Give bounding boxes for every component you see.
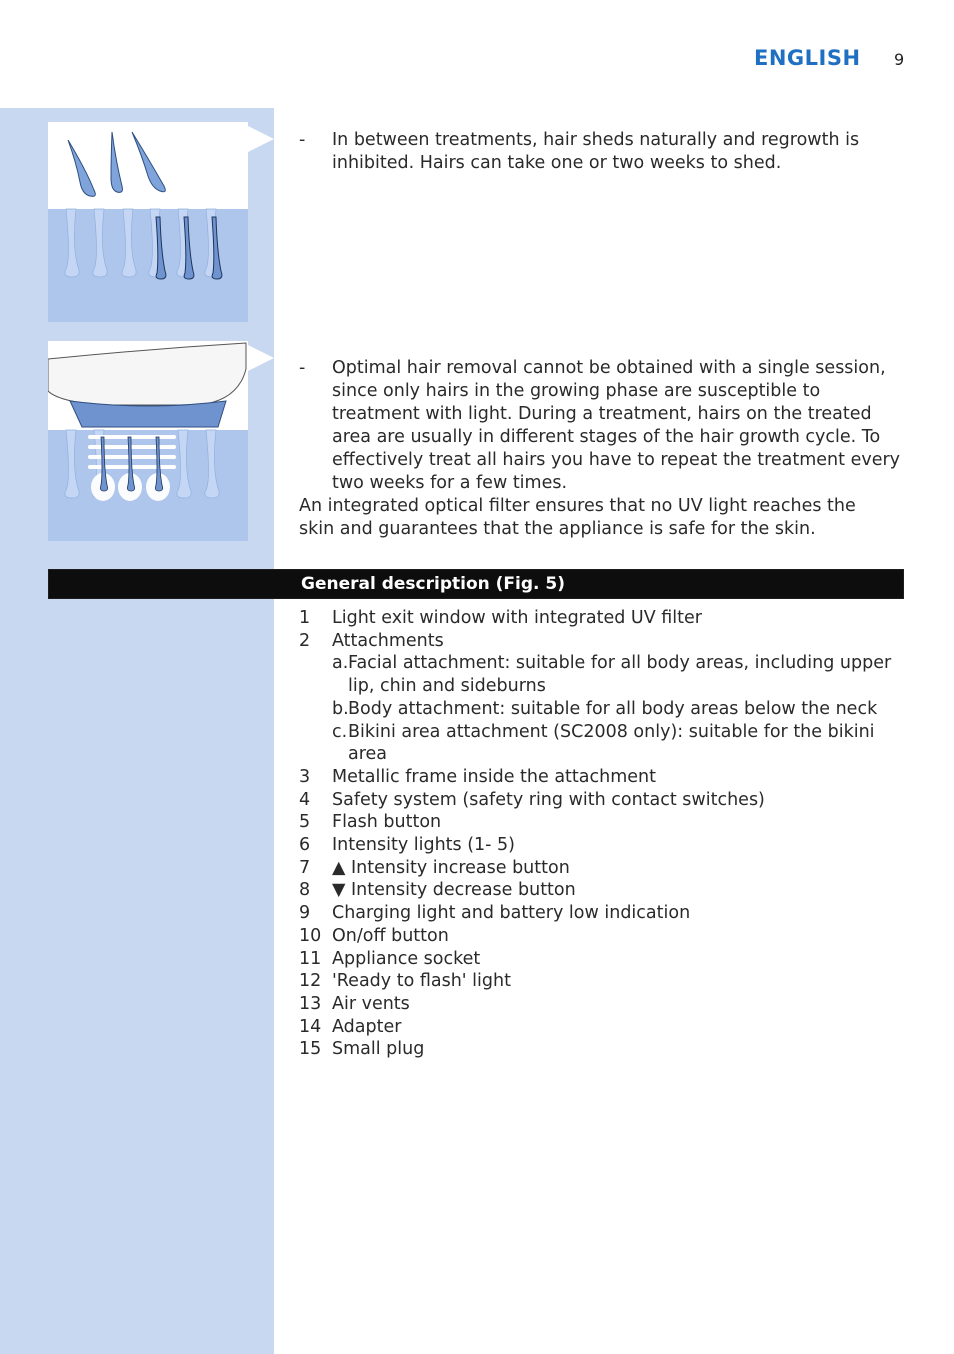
bullet-item [299,129,909,175]
item-number: 15 [299,1039,322,1060]
figure-pointer [248,345,274,371]
section-title: General description (Fig. 5) [301,574,565,594]
sub-item-text: Bikini area attachment (SC2008 only): suitable for the bikini area [348,721,875,765]
language-heading: ENGLISH [754,46,861,70]
item-text: Light exit window with integrated UV filter [332,608,702,628]
sub-item-text: Body attachment: suitable for all body areas below the neck [348,698,878,719]
list-item [299,993,909,1016]
treatment-text-block [299,357,909,541]
list-item [299,811,909,834]
section-header-bar [48,569,904,599]
item-number: 9 [299,903,311,924]
parts-list [299,607,909,1061]
hair-shedding-illustration [48,122,248,322]
sub-list-item [299,721,909,766]
list-item [299,834,909,857]
uv-filter-paragraph: An integrated optical filter ensures that no UV light reaches the skin and guarantees that the appliance is safe for the skin. [299,496,856,539]
bullet-text: Optimal hair removal cannot be obtained with a single session, since only hairs in the growing phase are susceptible to treatment with light. During a treatment, hairs on the treated area are usually in different stages of the hair growth cycle. To effectively treat all hairs you have to repeat the treatment every two weeks for a few times. [332,358,901,493]
item-text: On/off button [332,925,449,946]
item-text: Appliance socket [332,948,481,969]
figure-pointer [248,126,274,152]
item-text: Intensity lights (1- 5) [332,835,515,856]
list-item [299,630,909,653]
list-item [299,607,909,630]
item-number: 13 [299,993,322,1014]
list-item [299,948,909,971]
item-number: 7 [299,857,311,878]
shedding-text-block [299,129,909,175]
sub-item-label: b. [332,698,349,719]
list-item [299,857,909,880]
item-text: Metallic frame inside the attachment [332,766,656,787]
item-text: 'Ready to flash' light [332,971,511,992]
item-number: 3 [299,766,311,787]
list-item [299,1016,909,1039]
list-item [299,789,909,812]
item-number: 10 [299,925,322,946]
item-number: 11 [299,948,322,969]
bullet-dash: - [299,130,306,150]
list-item [299,970,909,993]
list-item [299,766,909,789]
item-number: 6 [299,835,311,856]
page-number: 9 [894,50,905,69]
bullet-item [299,357,909,495]
list-item [299,902,909,925]
item-text: Attachments [332,630,444,651]
item-number: 5 [299,812,311,833]
list-item [299,1038,909,1061]
item-text: Small plug [332,1039,425,1060]
list-item [299,925,909,948]
item-text: ▲ Intensity increase button [332,857,570,878]
item-number: 2 [299,630,311,651]
sub-item-text: Facial attachment: suitable for all body areas, including upper lip, chin and sideburns [348,653,892,697]
item-text: Charging light and battery low indication [332,903,691,924]
sub-item-label: c. [332,721,348,742]
bullet-dash: - [299,358,306,378]
item-text: Air vents [332,993,410,1014]
sub-item-label: a. [332,653,349,674]
sub-list-item [299,652,909,697]
sub-list-item [299,698,909,721]
item-text: ▼ Intensity decrease button [332,880,576,901]
bullet-text: In between treatments, hair sheds naturally and regrowth is inhibited. Hairs can take one or two weeks to shed. [332,130,860,173]
item-number: 14 [299,1016,322,1037]
light-treatment-illustration [48,341,248,541]
item-text: Safety system (safety ring with contact switches) [332,789,765,810]
list-item [299,879,909,902]
item-text: Flash button [332,812,442,833]
item-number: 4 [299,789,311,810]
item-number: 1 [299,608,311,628]
item-number: 12 [299,971,322,992]
item-text: Adapter [332,1016,402,1037]
item-number: 8 [299,880,311,901]
